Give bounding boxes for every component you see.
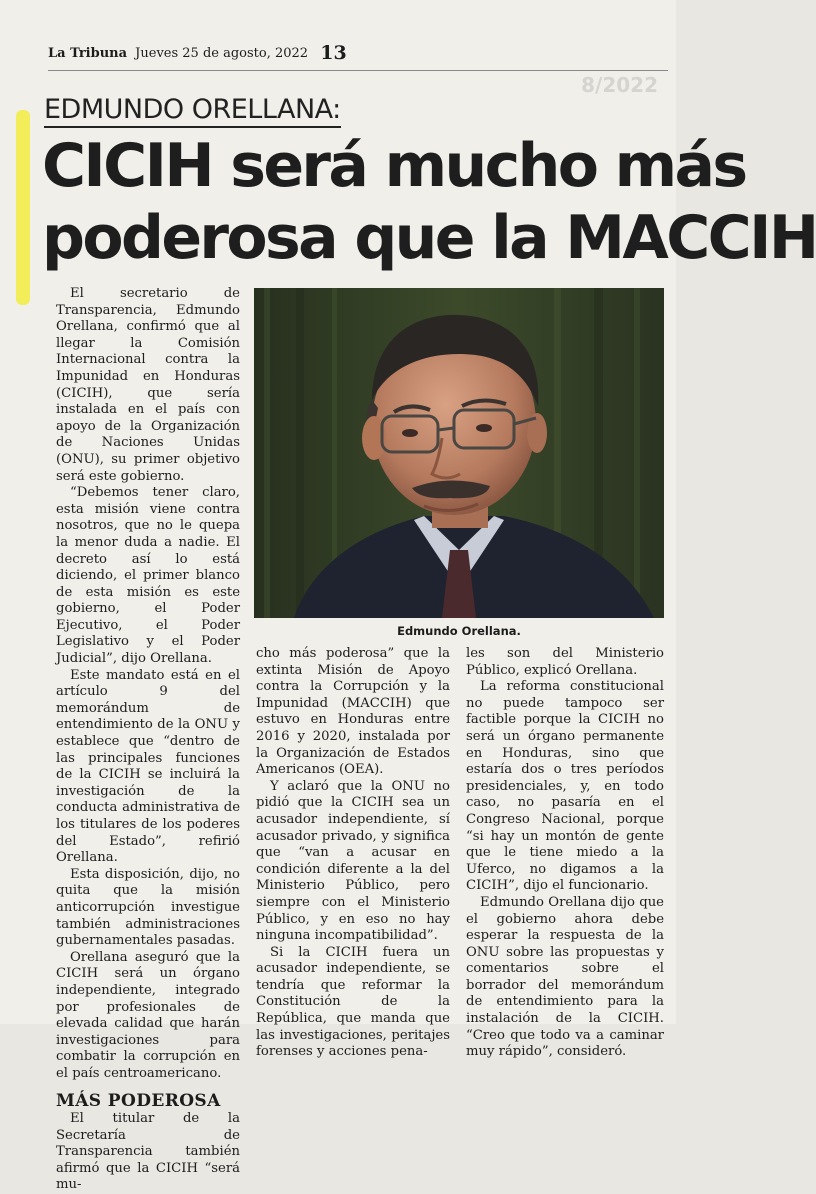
portrait-illustration [254, 288, 664, 618]
page-number: 13 [320, 42, 347, 64]
photo-caption: Edmundo Orellana. [397, 624, 521, 638]
paragraph: cho más poderosa” que la extinta Misión de Apoyo contra la Corrupción y la Impunidad (MACCIH) que estuvo en Honduras entre 2016 y 2020, instalada por la Organización de Estados Americanos (OEA). [256, 646, 450, 778]
masthead [48, 42, 648, 64]
paragraph: “Debemos tener claro, esta misión viene contra nosotros, que no le quepa la menor duda a nadie. El decreto así lo está diciendo, el primer blanco de esta misión es este gobierno, el Poder Ejecutivo, el Poder Legislativo y el Poder Judicial”, dijo Orellana. [56, 485, 240, 667]
article-column-1 [56, 286, 240, 1194]
paragraph: Este mandato está en el artículo 9 del memorándum de entendimiento de la ONU y establece que “dentro de las principales funciones de la CICIH se incluirá la investigación de la conducta administrativa de los titulares de los poderes del Estado”, refirió Orellana. [56, 667, 240, 866]
paragraph: les son del Ministerio Público, explicó Orellana. [466, 646, 664, 678]
highlighter-mark [16, 110, 30, 305]
section-subhead: MÁS PODEROSA [56, 1090, 221, 1111]
paragraph: Y aclaró que la ONU no pidió que la CICIH sea un acusador independiente, sí acusador privado, y significa que “van a acusar en condición diferente a la del Ministerio Público, pero siempre con el Ministerio Público, y en eso no hay ninguna incompatibilidad”. [256, 778, 450, 944]
paragraph: El titular de la Secretaría de Transparencia también afirmó que la CICIH “será mu- [56, 1111, 240, 1193]
article-kicker: EDMUNDO ORELLANA: [44, 95, 341, 128]
portrait-photo [254, 288, 664, 618]
paragraph: La reforma constitucional no puede tampoco ser factible porque la CICIH no será un órgano permanente en Honduras, sino que estaría dos o tres períodos presidenciales, y, en todo caso, no pasaría en el Congreso Nacional, porque “si hay un montón de gente que le tiene miedo a la Uferco, no digamos a la CICIH”, dijo el funcionario. [466, 679, 664, 894]
paragraph: Esta disposición, dijo, no quita que la misión anticorrupción investigue también administraciones gubernamentales pasadas. [56, 866, 240, 949]
headline-line-2: poderosa que la MACCIH [42, 203, 816, 273]
paragraph: Orellana aseguró que la CICIH será un órgano independiente, integrado por profesionales de elevada calidad que harán investigaciones para combatir la corrupción en el país centroamericano. [56, 949, 240, 1081]
article-column-2 [256, 646, 450, 1061]
paragraph: Si la CICIH fuera un acusador independiente, se tendría que reformar la Constitución de la República, que manda que las investigaciones, peritajes forenses y acciones pena- [256, 944, 450, 1060]
paragraph: Edmundo Orellana dijo que el gobierno ahora debe esperar la respuesta de la ONU sobre las propuestas y comentarios sobre el borrador del memorándum de entendimiento para la instalación de la CICIH. “Creo que todo va a caminar muy rápido”, consideró. [466, 894, 664, 1060]
bleed-through-fragment: 8/2022 [581, 73, 658, 97]
bleed-through-text [526, 0, 676, 150]
masthead-divider [48, 70, 668, 71]
newspaper-name: La Tribuna [48, 46, 128, 61]
article-column-3 [466, 646, 664, 1061]
article-headline [42, 130, 816, 274]
issue-date: Jueves 25 de agosto, 2022 [135, 46, 309, 61]
paragraph: El secretario de Transparencia, Edmundo Orellana, confirmó que al llegar la Comisión Internacional contra la Impunidad en Honduras (CICIH), que sería instalada en el país con apoyo de la Organización de Naciones Unidas (ONU), su primer objetivo será este gobierno. [56, 286, 240, 484]
headline-line-1: CICIH será mucho más [42, 131, 746, 201]
